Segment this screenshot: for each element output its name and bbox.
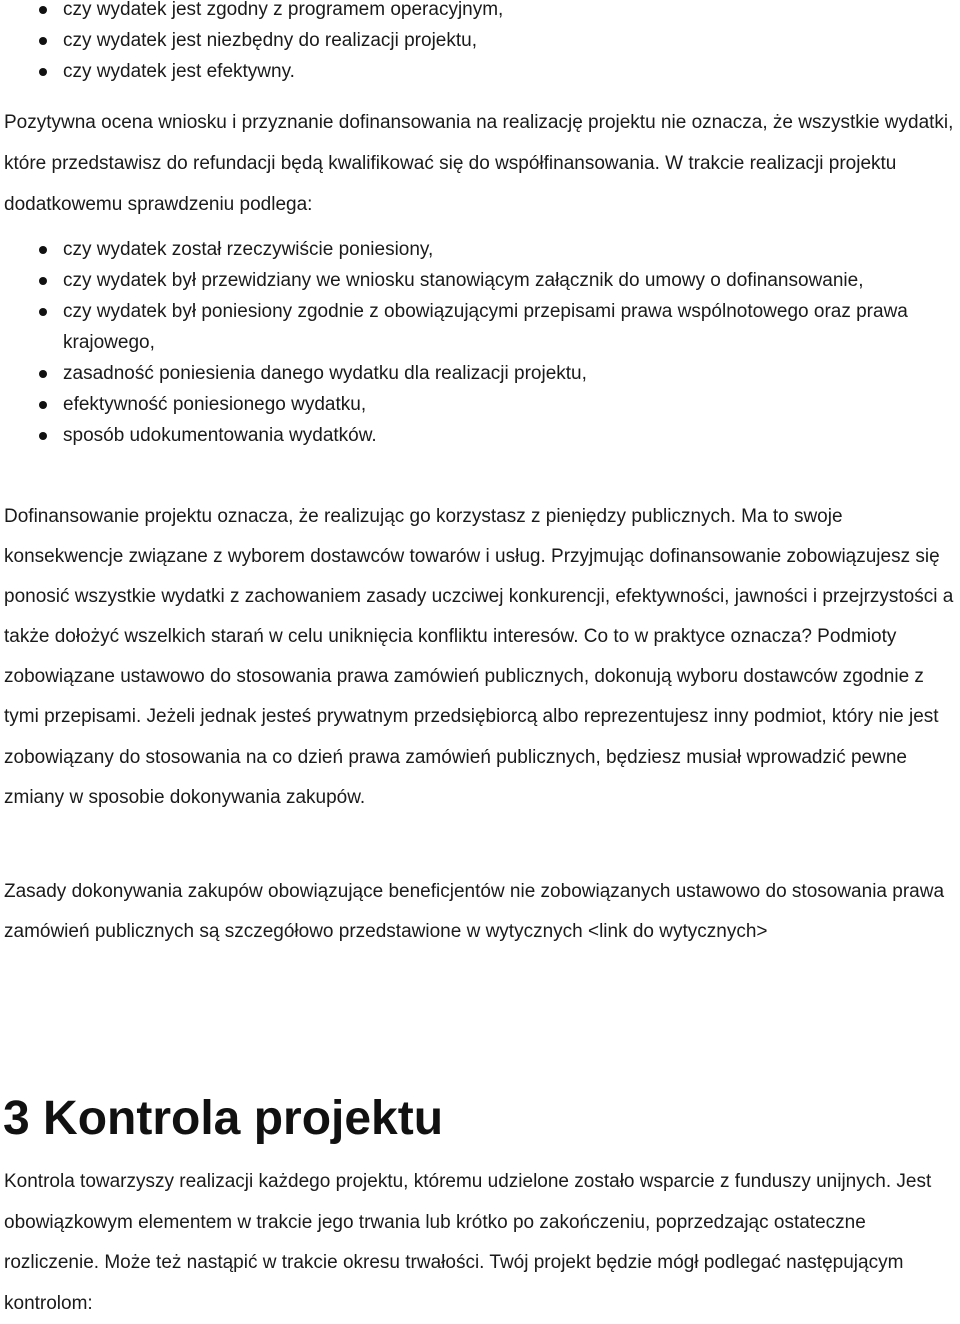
list-item-text: czy wydatek jest niezbędny do realizacji projektu, — [63, 30, 477, 51]
bullet-icon — [39, 308, 47, 316]
section-heading: 3 Kontrola projektu — [3, 1092, 444, 1145]
list-item-text: efektywność poniesionego wydatku, — [63, 394, 367, 415]
list-item-text: czy wydatek jest zgodny z programem operacyjnym, — [63, 0, 504, 20]
bullet-icon — [39, 6, 47, 14]
list-item — [0, 389, 958, 420]
list-item — [0, 25, 958, 56]
paragraph: Kontrola towarzyszy realizacji każdego projektu, któremu udzielone zostało wsparcie z funduszy unijnych. Jest obowiązkowym elementem w trakcie jego trwania lub krótko po zakończeniu, poprzedzając ostateczne rozliczenie. Może też nastąpić w trakcie okresu trwałości. Twój projekt będzie mógł podlegać następującym kontrolom: — [4, 1171, 932, 1314]
expense-criteria-list — [0, 0, 958, 87]
list-item — [0, 358, 958, 389]
bullet-icon — [39, 277, 47, 285]
list-item — [0, 420, 958, 451]
verification-list — [0, 234, 958, 451]
list-item — [0, 56, 958, 87]
list-item — [0, 265, 958, 296]
bullet-icon — [39, 246, 47, 254]
list-item-text: czy wydatek jest efektywny. — [63, 61, 295, 82]
paragraph: Pozytywna ocena wniosku i przyznanie dofinansowania na realizację projektu nie oznacza, że wszystkie wydatki, które przedstawisz do refundacji będą kwalifikować się do współfinansowania. W trakcie realizacji projektu dodatkowemu sprawdzeniu podlega: — [4, 112, 954, 215]
list-item-text: zasadność poniesienia danego wydatku dla realizacji projektu, — [63, 363, 587, 384]
bullet-icon — [39, 401, 47, 409]
paragraph: Dofinansowanie projektu oznacza, że realizując go korzystasz z pieniędzy publicznych. Ma to swoje konsekwencje związane z wyborem dostawców towarów i usług. Przyjmując dofinansowanie zobowiązujesz się ponosić wszystkie wydatki z zachowaniem zasady uczciwej konkurencji, efektywności, jawności i przejrzystości a także dołożyć wszelkich starań w celu uniknięcia konfliktu interesów. Co to w praktyce oznacza? Podmioty zobowiązane ustawowo do stosowania prawa zamówień publicznych, dokonują wyboru dostawców zgodnie z tymi przepisami. Jeżeli jednak jesteś prywatnym przedsiębiorcą albo reprezentujesz inny podmiot, który nie jest zobowiązany do stosowania na co dzień prawa zamówień publicznych, będziesz musiał wprowadzić pewne zmiany w sposobie dokonywania zakupów. — [4, 506, 954, 808]
list-item-text: czy wydatek był przewidziany we wniosku stanowiącym załącznik do umowy o dofinansowanie, — [63, 270, 864, 291]
list-item-text: czy wydatek był poniesiony zgodnie z obowiązującymi przepisami prawa wspólnotowego oraz prawa krajowego, — [63, 301, 908, 353]
list-item — [0, 234, 958, 265]
list-item-text: czy wydatek został rzeczywiście poniesiony, — [63, 239, 434, 260]
bullet-icon — [39, 37, 47, 45]
list-item — [0, 296, 958, 358]
paragraph: Zasady dokonywania zakupów obowiązujące beneficjentów nie zobowiązanych ustawowo do stosowania prawa zamówień publicznych są szczegółowo przedstawione w wytycznych <link do wytycznych> — [4, 881, 945, 942]
bullet-icon — [39, 432, 47, 440]
bullet-icon — [39, 370, 47, 378]
list-item-text: sposób udokumentowania wydatków. — [63, 425, 377, 446]
list-item — [0, 0, 958, 25]
bullet-icon — [39, 68, 47, 76]
